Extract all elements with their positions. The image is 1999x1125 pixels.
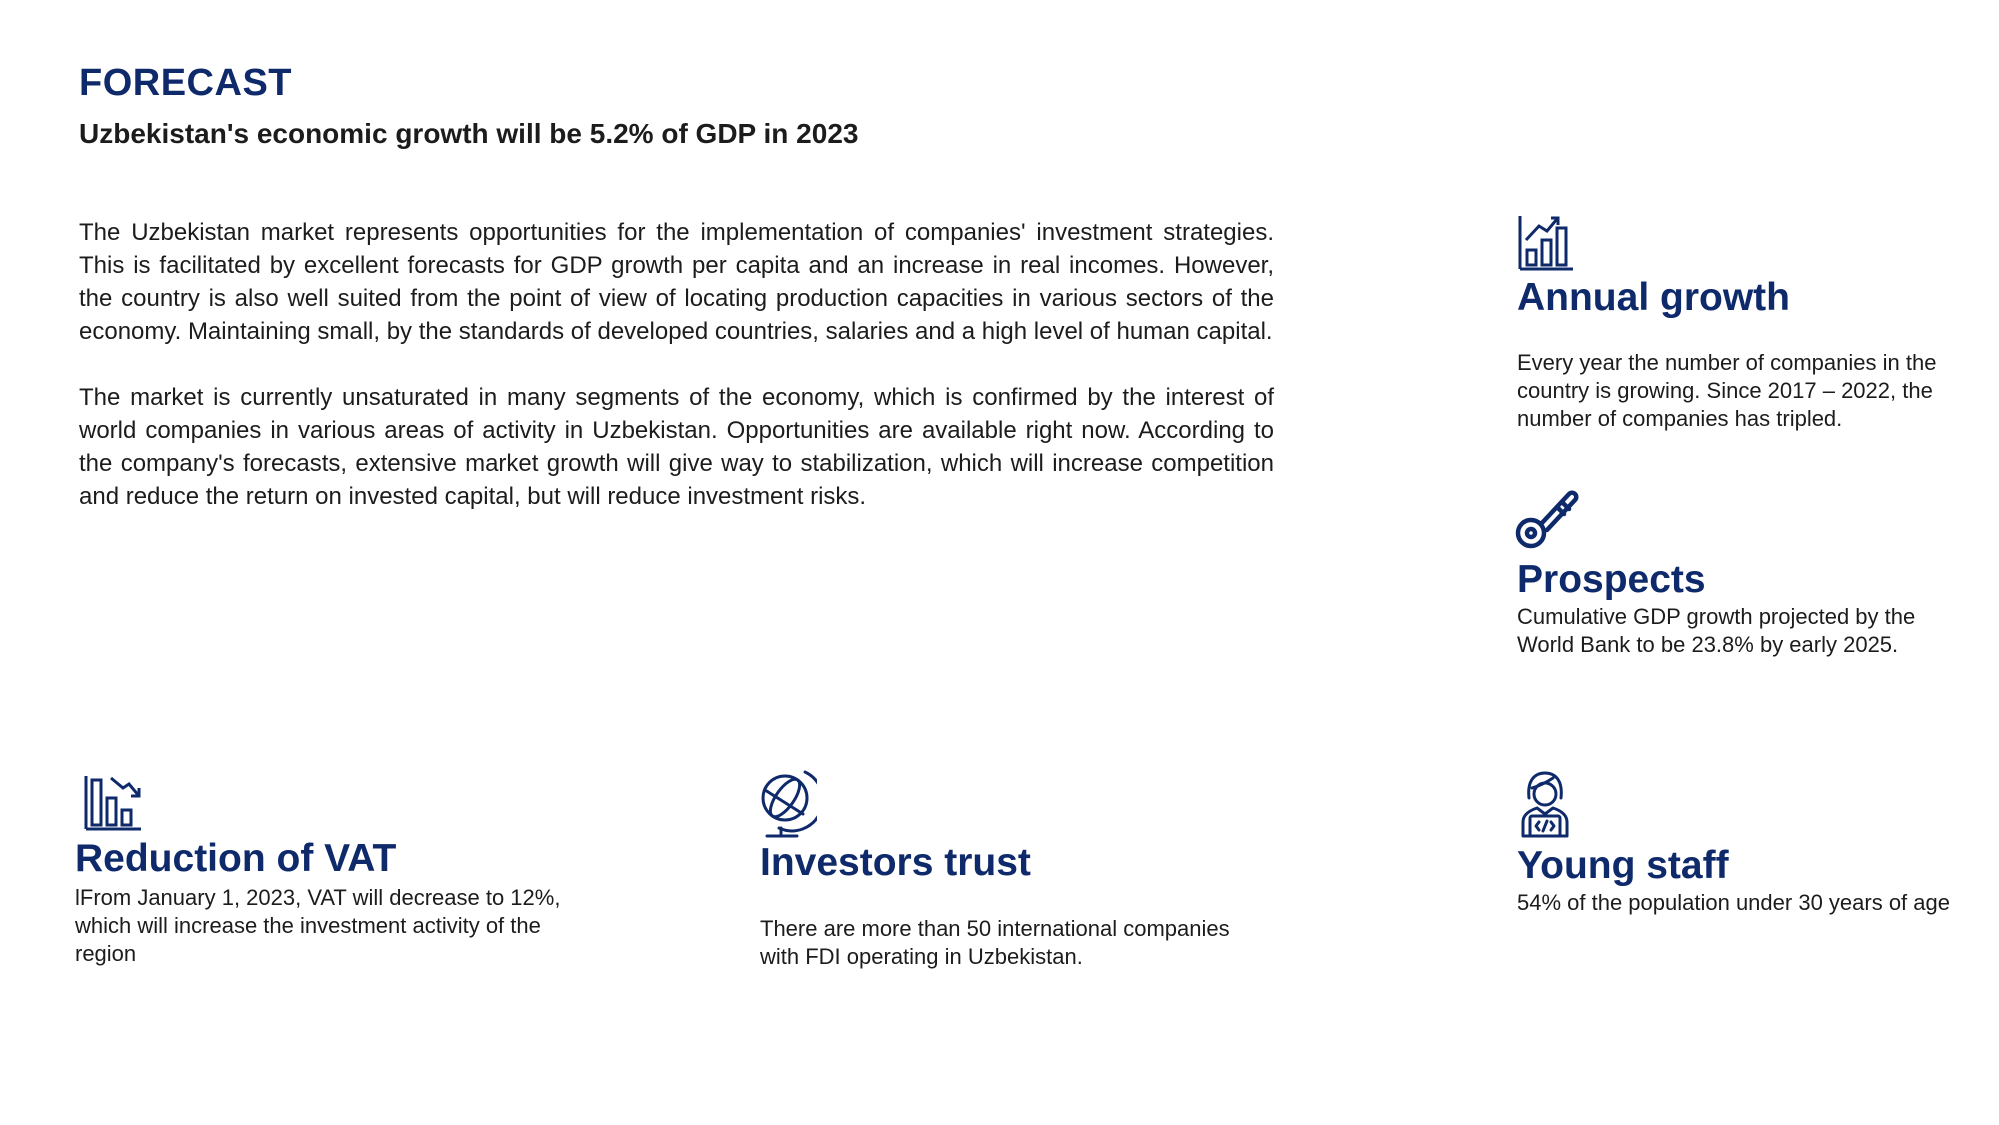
page-title: FORECAST [79, 62, 292, 104]
annual-growth-title: Annual growth [1517, 276, 1790, 319]
bar-chart-decline-icon [83, 774, 143, 832]
young-staff-text: 54% of the population under 30 years of age [1517, 890, 1950, 915]
intro-paragraph-2: The market is currently unsaturated in many segments of the economy, which is confirmed by the interest of world companies in various areas of activity in Uzbekistan. Opportunities are available right now. According to the company's forecasts, extensive market growth will give way to stabilization, which will increase competition and reduce the return on invested capital, but will reduce investment risks. [79, 384, 1274, 510]
intro-paragraph-1: The Uzbekistan market represents opportunities for the implementation of companies' investment strategies. This is facilitated by excellent forecasts for GDP growth per capita and an increase in real incomes. However, the country is also well suited from the point of view of locating production capacities in various sectors of the economy. Maintaining small, by the standards of developed countries, salaries and a high level of human capital. [79, 219, 1274, 345]
annual-growth-text: Every year the number of companies in the country is growing. Since 2017 – 2022, the number of companies has tripled. [1517, 350, 1937, 431]
page-subtitle: Uzbekistan's economic growth will be 5.2% of GDP in 2023 [79, 118, 859, 149]
bar-chart-growth-icon [1517, 214, 1575, 272]
vat-text: lFrom January 1, 2023, VAT will decrease to 12%, which will increase the investment activity of the region [75, 885, 561, 966]
young-staff-title: Young staff [1517, 844, 1729, 887]
vat-title: Reduction of VAT [75, 837, 397, 880]
intro-text [79, 216, 1274, 546]
prospects-title: Prospects [1517, 558, 1706, 601]
investors-text: There are more than 50 international companies with FDI operating in Uzbekistan. [760, 916, 1230, 969]
developer-person-icon [1517, 770, 1573, 838]
prospects-text: Cumulative GDP growth projected by the World Bank to be 23.8% by early 2025. [1517, 604, 1916, 657]
key-icon [1514, 483, 1582, 551]
investors-title: Investors trust [760, 841, 1031, 884]
globe-icon [757, 768, 817, 840]
